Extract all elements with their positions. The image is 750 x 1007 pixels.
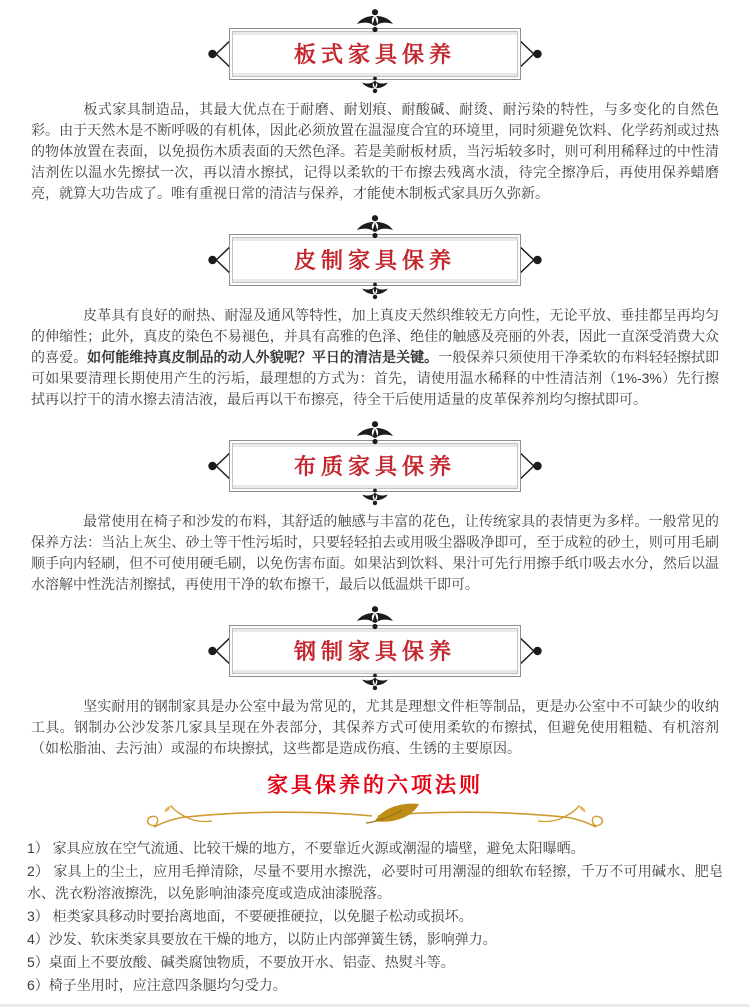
fleuron-top-icon xyxy=(351,8,399,33)
fleuron-bottom-icon xyxy=(349,673,401,691)
section-title: 板式家具保养 xyxy=(293,42,456,67)
section-title: 皮制家具保养 xyxy=(293,248,456,273)
banner-steel-furniture xyxy=(195,605,555,691)
rule-item-6: 6）椅子坐用时，应注意四条腿均匀受力。 xyxy=(27,977,287,993)
fleuron-top-icon xyxy=(351,605,399,630)
banner-leather-furniture xyxy=(195,214,555,300)
paragraph-text-after: 一般保养只须使用干净柔软的布料轻轻擦拭即可如果要清理长期使用产生的污垢，最理想的方式为：首先，请使用温水稀释的中性清洁剂（1%-3%）先行擦拭再以拧干的清水擦去清洁液，最后再以干布擦亮，待全干后使用适量的皮革保养剂均匀擦拭即可。 xyxy=(31,349,720,407)
rule-item-2: 2） 家具上的尘土，应用毛掸清除，尽量不要用水擦洗，必要时可用潮湿的细软布轻擦，千万不可用碱水、肥皂水、洗衣粉溶液擦洗，以免影响油漆亮度或造成油漆脱落。 xyxy=(27,863,723,901)
banner-box xyxy=(229,28,521,80)
section-paragraph xyxy=(31,305,719,410)
six-rules-block xyxy=(0,769,750,996)
section-panel-furniture xyxy=(0,8,750,204)
paragraph-text: 最常使用在椅子和沙发的布料，其舒适的触感与丰富的花色，让传统家具的表情更为多样。一般常见的保养方法：当沾上灰尘、砂土等干性污垢时，只要轻轻拍去或用吸尘器吸净即可，至于成粒的砂土，则可用毛刷顺手向内轻刷，但不可使用硬毛刷，以免伤害布面。如果沾到饮料、果汁可先行用擦手纸巾吸去水分，然后以温水溶解中性洗洁剂擦拭，再使用干净的软布擦干，最后以低温烘干即可。 xyxy=(31,513,719,592)
section-paragraph xyxy=(31,99,719,204)
banner-fabric-furniture xyxy=(195,420,555,506)
section-title: 布质家具保养 xyxy=(293,454,456,479)
rule-item-3: 3） 柜类家具移动时要抬离地面，不要硬推硬拉，以免腿子松动或损坏。 xyxy=(27,908,473,924)
section-paragraph xyxy=(31,696,719,759)
rule-item-1: 1） 家具应放在空气流通、比较干燥的地方，不要靠近火源或潮湿的墙壁，避免太阳曝晒。 xyxy=(27,840,585,856)
banner-box xyxy=(229,234,521,286)
fleuron-bottom-icon xyxy=(349,76,401,94)
section-paragraph xyxy=(31,511,719,595)
section-title: 钢制家具保养 xyxy=(293,639,456,664)
fleuron-bottom-icon xyxy=(349,282,401,300)
banner-panel-furniture xyxy=(195,8,555,94)
section-fabric-furniture xyxy=(0,420,750,595)
rule-item-4: 4）沙发、软床类家具要放在干燥的地方，以防止内部弹簧生锈，影响弹力。 xyxy=(27,931,497,947)
fleuron-top-icon xyxy=(351,420,399,445)
paragraph-text: 坚实耐用的钢制家具是办公室中最为常见的，尤其是理想文件柜等制品，更是办公室中不可缺少的收纳工具。钢制办公沙发茶几家具呈现在外表部分，其保养方式可使用柔软的布擦拭，但避免使用粗糙、有机溶剂（如松脂油、去污油）或湿的布块擦拭，这些都是造成伤痕、生锈的主要原因。 xyxy=(31,698,719,756)
paragraph-text: 皮革具有良好的耐热、耐湿及通风等特性，加上真皮天然织维较无方向性，无论平放、垂挂都呈再均匀的伸缩性；此外，真皮的染色不易褪色，并具有高雅的色泽、绝佳的触感及亮丽的外表，因此一直深受消费大众的喜爱。 xyxy=(31,307,719,365)
fleuron-top-icon xyxy=(351,214,399,239)
rule-item-5: 5）桌面上不要放酸、碱类腐蚀物质，不要放开水、铝壶、热熨斗等。 xyxy=(27,954,455,970)
fleuron-bottom-icon xyxy=(349,488,401,506)
section-leather-furniture xyxy=(0,214,750,410)
rules-title: 家具保养的六项法则 xyxy=(267,774,483,797)
banner-box xyxy=(229,625,521,677)
gold-flourish-divider-icon xyxy=(140,801,610,831)
banner-box xyxy=(229,440,521,492)
section-steel-furniture xyxy=(0,605,750,759)
rules-list xyxy=(27,837,723,996)
paragraph-bold-text: 如何能维持真皮制品的动人外貌呢？平日的清洁是关键。 xyxy=(87,349,439,365)
paragraph-text: 板式家具制造品，其最大优点在于耐磨、耐划痕、耐酸碱、耐烫、耐污染的特性，与多变化的自然色彩。由于天然木是不断呼吸的有机体，因此必须放置在温湿度合宜的环境里，同时须避免饮料、化学药剂或过热的物体放置在表面，以免损伤木质表面的天然色泽。若是美耐板材质，当污垢较多时，则可利用稀释过的中性清洁剂佐以温水先擦拭一次，再以清水擦拭，记得以柔软的干布擦去残离水渍，待完全擦净后，再使用保养蜡磨亮，就算大功告成了。唯有重视日常的清洁与保养，才能使木制板式家具历久弥新。 xyxy=(31,101,719,201)
